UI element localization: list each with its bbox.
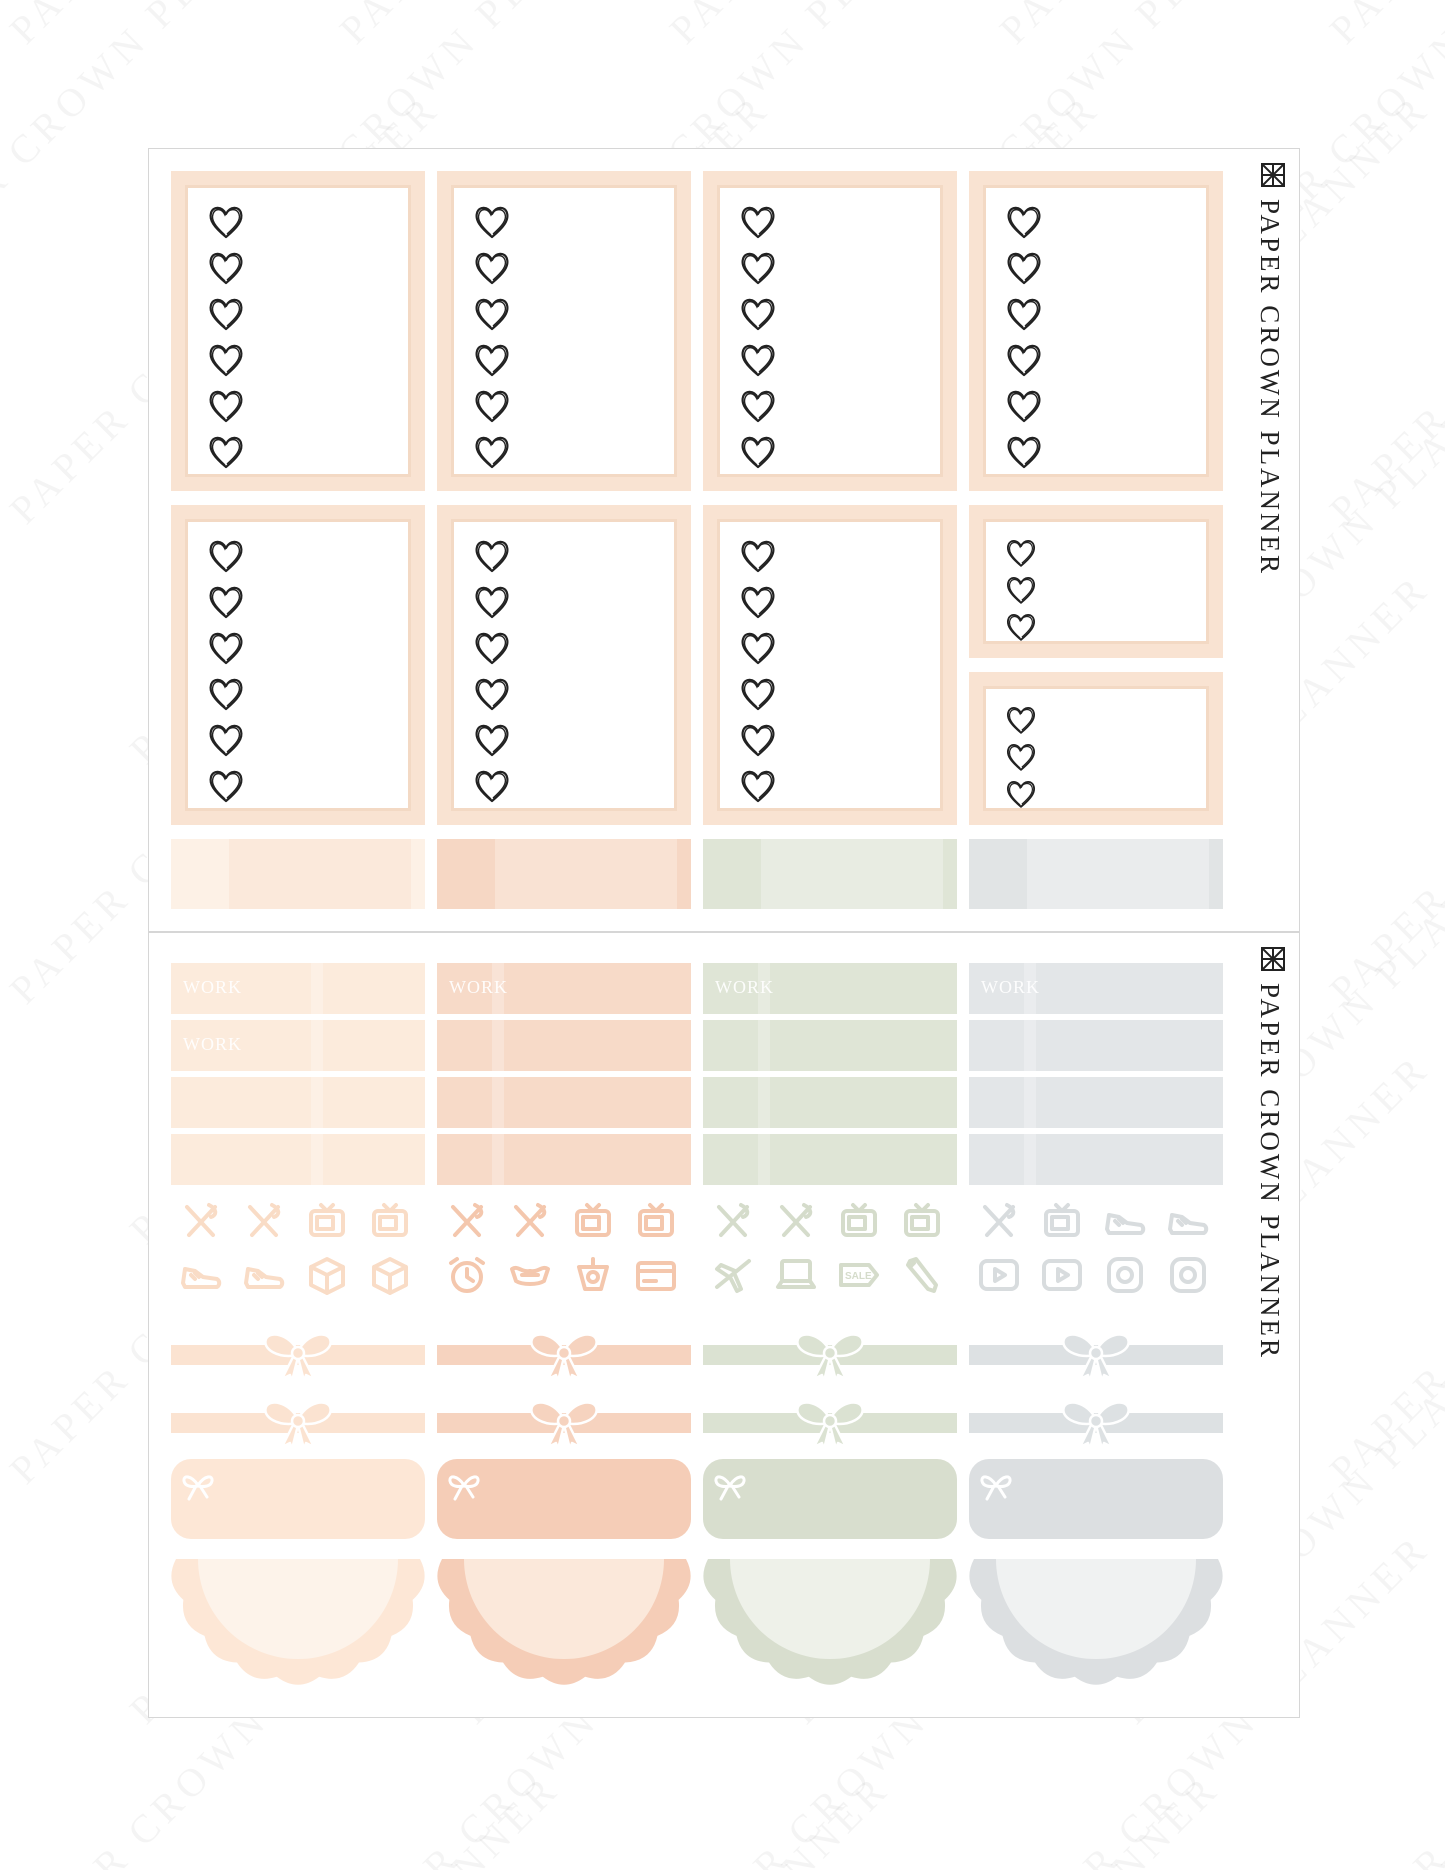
work-header-sticker[interactable] (437, 1077, 691, 1128)
heart-checkbox-column (1004, 536, 1038, 644)
bow-icon (790, 1325, 870, 1385)
heart-checkbox-icon[interactable] (206, 202, 246, 242)
youtube-icon[interactable] (977, 1253, 1021, 1297)
checklist-writing-area (185, 185, 411, 477)
strip-accent (943, 839, 957, 909)
watermark-text (1440, 324, 1445, 773)
icon-sticker[interactable] (634, 1199, 678, 1243)
strip-accent (171, 839, 229, 909)
heart-checkbox-column (472, 536, 512, 806)
heart-checkbox-icon[interactable] (1004, 777, 1038, 811)
row-accent (758, 1134, 770, 1185)
work-header-sticker[interactable] (703, 963, 957, 1014)
icon-sticker[interactable] (977, 1199, 1021, 1243)
sneaker-icon[interactable] (1166, 1199, 1210, 1243)
work-header-sticker[interactable] (171, 1020, 425, 1071)
mini-bow-icon (713, 1471, 747, 1501)
row-accent (758, 1020, 770, 1071)
utensils-icon[interactable] (445, 1199, 489, 1243)
watermark-text (660, 0, 1109, 53)
icon-sticker[interactable] (1166, 1253, 1210, 1297)
work-header-sticker[interactable] (969, 963, 1223, 1014)
alarm-clock-icon[interactable] (445, 1253, 489, 1297)
heart-checkbox-column (206, 202, 246, 472)
work-header-sticker[interactable] (171, 963, 425, 1014)
strip-accent (411, 839, 425, 909)
brand-text: PAPER CROWN PLANNER (1255, 199, 1285, 577)
strip-accent (677, 839, 691, 909)
checklist-writing-area (451, 519, 677, 811)
work-header-sticker[interactable] (703, 1020, 957, 1071)
heart-checkbox-icon[interactable] (738, 582, 778, 622)
watermark-text (1320, 1524, 1445, 1870)
strip-accent (437, 839, 495, 909)
scalloped-half-circle-sticker[interactable] (969, 1559, 1223, 1689)
icon-sticker[interactable] (368, 1253, 412, 1297)
heart-checkbox-icon[interactable] (206, 582, 246, 622)
watermark-text (1110, 1764, 1445, 1870)
laptop-icon[interactable] (774, 1253, 818, 1297)
work-header-sticker[interactable] (437, 1020, 691, 1071)
sticker-sheet-top (148, 148, 1300, 932)
icon-sticker[interactable] (1040, 1253, 1084, 1297)
icon-sticker[interactable] (900, 1199, 944, 1243)
heart-checkbox-icon[interactable] (472, 674, 512, 714)
utensils-icon[interactable] (508, 1199, 552, 1243)
heart-checkbox-column (738, 202, 778, 472)
icon-sticker[interactable] (368, 1199, 412, 1243)
watermark-text (1320, 84, 1445, 533)
icon-sticker[interactable] (179, 1253, 223, 1297)
color-strip-sticker[interactable] (171, 839, 425, 909)
heart-checkbox-icon[interactable] (206, 432, 246, 472)
icon-sticker[interactable] (711, 1253, 755, 1297)
checklist-writing-area (717, 185, 943, 477)
bow-icon (524, 1393, 604, 1453)
watermark-text (120, 1764, 569, 1870)
tv-icon[interactable] (900, 1199, 944, 1243)
work-header-sticker[interactable] (437, 963, 691, 1014)
work-label: WORK (715, 977, 774, 997)
watermark-text (1320, 0, 1445, 53)
row-accent (311, 1020, 323, 1071)
sneaker-icon[interactable] (242, 1253, 286, 1297)
heart-checkbox-column (1004, 202, 1044, 472)
utensils-icon[interactable] (179, 1199, 223, 1243)
icon-sticker[interactable] (837, 1199, 881, 1243)
tv-icon[interactable] (634, 1199, 678, 1243)
icon-sticker[interactable] (445, 1199, 489, 1243)
heart-checkbox-icon[interactable] (738, 536, 778, 576)
icon-sticker[interactable] (634, 1253, 678, 1297)
icon-sticker[interactable] (774, 1253, 818, 1297)
icon-sticker[interactable] (1166, 1199, 1210, 1243)
heart-checkbox-icon[interactable] (738, 720, 778, 760)
crown-x-logo-icon (1261, 947, 1285, 971)
checklist-box-sticker[interactable] (171, 171, 425, 491)
checklist-box-sticker[interactable] (969, 672, 1223, 825)
heart-checkbox-icon[interactable] (206, 720, 246, 760)
heart-checkbox-icon[interactable] (1004, 536, 1038, 570)
heart-checkbox-icon[interactable] (738, 386, 778, 426)
watermark-text (1320, 1044, 1445, 1493)
heart-checkbox-icon[interactable] (738, 202, 778, 242)
heart-checkbox-icon[interactable] (1004, 703, 1038, 737)
watermark-text (0, 0, 449, 53)
tv-icon[interactable] (1040, 1199, 1084, 1243)
tv-icon[interactable] (571, 1199, 615, 1243)
strip-accent (703, 839, 761, 909)
heart-checkbox-icon[interactable] (472, 386, 512, 426)
work-label: WORK (981, 977, 1040, 997)
checklist-box-sticker[interactable] (171, 505, 425, 825)
icon-sticker[interactable] (305, 1253, 349, 1297)
icon-sticker[interactable] (242, 1253, 286, 1297)
checklist-writing-area (185, 519, 411, 811)
work-header-sticker[interactable] (437, 1134, 691, 1185)
youtube-icon[interactable] (1040, 1253, 1084, 1297)
bow-icon (258, 1393, 338, 1453)
icon-sticker[interactable] (774, 1199, 818, 1243)
watermark-text (1320, 564, 1445, 1013)
icon-sticker[interactable] (571, 1253, 615, 1297)
money-wings-icon[interactable] (508, 1253, 552, 1297)
heart-checkbox-icon[interactable] (472, 202, 512, 242)
icon-sticker[interactable] (837, 1253, 881, 1297)
checklist-writing-area (983, 185, 1209, 477)
package-icon[interactable] (305, 1253, 349, 1297)
icon-sticker[interactable] (305, 1199, 349, 1243)
row-accent (1024, 1077, 1036, 1128)
heart-checkbox-icon[interactable] (206, 674, 246, 714)
row-accent (492, 1134, 504, 1185)
icon-sticker[interactable] (711, 1199, 755, 1243)
pen-icon[interactable] (900, 1253, 944, 1297)
scalloped-half-circle-sticker[interactable] (171, 1559, 425, 1689)
icon-sticker[interactable] (242, 1199, 286, 1243)
heart-checkbox-icon[interactable] (206, 248, 246, 288)
tv-icon[interactable] (368, 1199, 412, 1243)
scalloped-label-sticker[interactable] (703, 1459, 957, 1539)
scale-icon[interactable] (571, 1253, 615, 1297)
sale-tag-text: SALE (845, 1271, 872, 1282)
work-header-sticker[interactable] (703, 1077, 957, 1128)
sneaker-icon[interactable] (179, 1253, 223, 1297)
icon-sticker[interactable] (508, 1253, 552, 1297)
mini-bow-icon (447, 1471, 481, 1501)
heart-checkbox-icon[interactable] (1004, 248, 1044, 288)
row-accent (758, 1077, 770, 1128)
sticker-sheet-bottom (148, 932, 1300, 1718)
heart-checkbox-column (472, 202, 512, 472)
checklist-box-sticker[interactable] (703, 505, 957, 825)
icon-sticker[interactable] (1040, 1199, 1084, 1243)
heart-checkbox-icon[interactable] (1004, 386, 1044, 426)
heart-checkbox-icon[interactable] (206, 766, 246, 806)
checklist-box-sticker[interactable] (437, 505, 691, 825)
utensils-icon[interactable] (774, 1199, 818, 1243)
strip-accent (969, 839, 1027, 909)
icon-sticker[interactable] (900, 1253, 944, 1297)
bow-icon (1056, 1325, 1136, 1385)
heart-checkbox-icon[interactable] (206, 340, 246, 380)
heart-checkbox-icon[interactable] (472, 628, 512, 668)
work-header-sticker[interactable] (703, 1134, 957, 1185)
utensils-icon[interactable] (977, 1199, 1021, 1243)
mini-bow-icon (979, 1471, 1013, 1501)
sneaker-icon[interactable] (1103, 1199, 1147, 1243)
row-accent (1024, 1134, 1036, 1185)
instagram-icon[interactable] (1166, 1253, 1210, 1297)
heart-checkbox-icon[interactable] (1004, 740, 1038, 774)
utensils-icon[interactable] (242, 1199, 286, 1243)
heart-checkbox-icon[interactable] (472, 536, 512, 576)
heart-checkbox-icon[interactable] (472, 720, 512, 760)
heart-checkbox-icon[interactable] (206, 536, 246, 576)
row-accent (492, 1077, 504, 1128)
heart-checkbox-icon[interactable] (738, 628, 778, 668)
watermark-text (1440, 1284, 1445, 1733)
icon-sticker[interactable] (1103, 1253, 1147, 1297)
checklist-writing-area (983, 686, 1209, 811)
heart-checkbox-icon[interactable] (738, 294, 778, 334)
scalloped-half-circle-sticker[interactable] (703, 1559, 957, 1689)
scalloped-label-sticker[interactable] (969, 1459, 1223, 1539)
tv-icon[interactable] (837, 1199, 881, 1243)
mini-bow-icon (181, 1471, 215, 1501)
work-label: WORK (449, 977, 508, 997)
row-accent (492, 1020, 504, 1071)
strip-accent (1209, 839, 1223, 909)
bow-icon (524, 1325, 604, 1385)
checklist-writing-area (983, 519, 1209, 644)
checklist-writing-area (717, 519, 943, 811)
icon-sticker[interactable] (571, 1199, 615, 1243)
row-accent (311, 1077, 323, 1128)
heart-checkbox-icon[interactable] (1004, 432, 1044, 472)
checklist-box-sticker[interactable] (969, 505, 1223, 658)
work-header-sticker[interactable] (969, 1020, 1223, 1071)
heart-checkbox-icon[interactable] (738, 766, 778, 806)
heart-checkbox-column (206, 536, 246, 806)
heart-checkbox-icon[interactable] (1004, 610, 1038, 644)
work-header-sticker[interactable] (171, 1134, 425, 1185)
bow-icon (1056, 1393, 1136, 1453)
icon-sticker[interactable] (179, 1199, 223, 1243)
scalloped-label-sticker[interactable] (171, 1459, 425, 1539)
watermark-text (330, 0, 779, 53)
heart-checkbox-column (738, 536, 778, 806)
tv-icon[interactable] (305, 1199, 349, 1243)
watermark-text (1440, 804, 1445, 1253)
watermark-text (450, 1764, 899, 1870)
checklist-box-sticker[interactable] (703, 171, 957, 491)
scalloped-label-sticker[interactable] (437, 1459, 691, 1539)
work-header-sticker[interactable] (969, 1077, 1223, 1128)
checklist-box-sticker[interactable] (969, 171, 1223, 491)
color-strip-sticker[interactable] (969, 839, 1223, 909)
heart-checkbox-icon[interactable] (472, 432, 512, 472)
heart-checkbox-column (1004, 703, 1038, 811)
credit-card-icon[interactable] (634, 1253, 678, 1297)
icon-sticker[interactable] (1103, 1199, 1147, 1243)
heart-checkbox-icon[interactable] (1004, 573, 1038, 607)
heart-checkbox-icon[interactable] (472, 766, 512, 806)
heart-checkbox-icon[interactable] (738, 340, 778, 380)
row-accent (1024, 1020, 1036, 1071)
heart-checkbox-icon[interactable] (472, 340, 512, 380)
sale-tag-icon[interactable] (837, 1253, 881, 1297)
heart-checkbox-icon[interactable] (206, 294, 246, 334)
color-strip-sticker[interactable] (703, 839, 957, 909)
instagram-icon[interactable] (1103, 1253, 1147, 1297)
heart-checkbox-icon[interactable] (472, 248, 512, 288)
heart-checkbox-icon[interactable] (1004, 294, 1044, 334)
watermark-text (780, 1764, 1229, 1870)
row-accent (311, 963, 323, 1014)
work-header-sticker[interactable] (969, 1134, 1223, 1185)
heart-checkbox-icon[interactable] (472, 294, 512, 334)
airplane-icon[interactable] (711, 1253, 755, 1297)
heart-checkbox-icon[interactable] (738, 248, 778, 288)
watermark-text (1440, 1764, 1445, 1870)
icon-sticker[interactable] (508, 1199, 552, 1243)
row-accent (311, 1134, 323, 1185)
work-label: WORK (183, 977, 242, 997)
heart-checkbox-icon[interactable] (738, 432, 778, 472)
heart-checkbox-icon[interactable] (1004, 202, 1044, 242)
heart-checkbox-icon[interactable] (738, 674, 778, 714)
heart-checkbox-icon[interactable] (206, 628, 246, 668)
heart-checkbox-icon[interactable] (1004, 340, 1044, 380)
work-header-sticker[interactable] (171, 1077, 425, 1128)
work-label: WORK (183, 1034, 242, 1054)
crown-x-logo-icon (1261, 163, 1285, 187)
scalloped-half-circle-sticker[interactable] (437, 1559, 691, 1689)
checklist-box-sticker[interactable] (437, 171, 691, 491)
icon-sticker[interactable] (445, 1253, 489, 1297)
color-strip-sticker[interactable] (437, 839, 691, 909)
bow-icon (790, 1393, 870, 1453)
heart-checkbox-icon[interactable] (472, 582, 512, 622)
checklist-writing-area (451, 185, 677, 477)
brand-text: PAPER CROWN PLANNER (1255, 983, 1285, 1361)
icon-sticker[interactable] (977, 1253, 1021, 1297)
utensils-icon[interactable] (711, 1199, 755, 1243)
heart-checkbox-icon[interactable] (206, 386, 246, 426)
bow-icon (258, 1325, 338, 1385)
package-icon[interactable] (368, 1253, 412, 1297)
watermark-text (990, 0, 1439, 53)
